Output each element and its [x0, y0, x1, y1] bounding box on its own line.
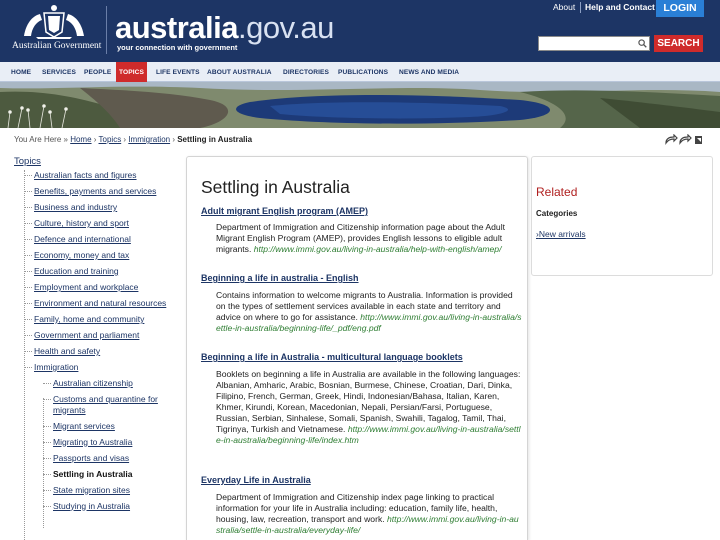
site-header	[0, 0, 720, 62]
related-categories-label: Categories	[536, 209, 578, 218]
sidebar-item-facts-figures[interactable]: Australian facts and figures	[14, 170, 184, 181]
entry-text-beginning-english: Contains information to welcome migrants to Australia. Information is provided on the types of settlement services available in each state and territory and advice on where to go for assistance.	[216, 290, 513, 322]
nav-people[interactable]: PEOPLE	[84, 69, 112, 76]
sidebar-subitem-citizenship[interactable]: Australian citizenship	[14, 378, 184, 389]
entry-url-multicultural-booklets[interactable]: http://www.immi.gov.au/living-in-australia/settle-in-australia/beginning-life/index.htm	[216, 424, 521, 445]
breadcrumb-prefix: You Are Here »	[14, 135, 68, 144]
bookmark-icon[interactable]	[680, 135, 691, 143]
main-content	[186, 156, 528, 540]
entry-url-beginning-english[interactable]: http://www.immi.gov.au/living-in-australia/settle-in-australia/beginning-life/_pdf/eng.pdf	[216, 312, 522, 333]
sidebar-subitem-migrating[interactable]: Migrating to Australia	[14, 437, 184, 448]
coat-of-arms-icon	[14, 4, 94, 40]
nav-life-events[interactable]: LIFE EVENTS	[156, 69, 200, 76]
about-link[interactable]: About	[553, 2, 576, 12]
site-name: australia	[115, 10, 239, 45]
entry-title-multicultural-booklets[interactable]: Beginning a life in Australia - multicultural language booklets	[201, 352, 463, 362]
site-domain: .gov.au	[238, 10, 334, 45]
page-tools	[664, 134, 704, 146]
entry-url-amep[interactable]: http://www.immi.gov.au/living-in-australia/help-with-english/amep/	[253, 244, 502, 254]
entry-text-everyday-life: Department of Immigration and Citizenship index page linking to practical information for your life in Australia including: education, family life, health, housing, law, recreation, transport and work.	[216, 492, 498, 524]
share-icon[interactable]	[666, 135, 677, 143]
nav-home[interactable]: HOME	[11, 69, 32, 76]
related-panel	[531, 156, 713, 276]
sidebar-title-topics[interactable]: Topics	[14, 156, 41, 167]
related-link-text: New arrivals	[538, 229, 586, 239]
help-contact-link[interactable]: Help and Contact	[585, 2, 655, 12]
related-title: Related	[536, 185, 578, 199]
entry-desc-multicultural-booklets	[216, 369, 522, 446]
sidebar-item-health[interactable]: Health and safety	[14, 346, 184, 357]
search-icon	[638, 39, 647, 48]
entry-text-multicultural-booklets: Booklets on beginning a life in Australia are available in the following languages: Albanian, Amharic, Arabic, Bosnian, Burmese, Chinese, Croatian, Dari, Dinka, Filipino, French, German, Greek, Hindi, Indonesian/Bahasa, Italian, Karen, Khmer, Kirundi, Korean, Macedonian, Nepali, Persian/Farsi, Portuguese, Russian, Serbian, Sinhalese, Somali, Spanish, Swahili, Tagalog, Tamil, Thai, Tigrinya, Turkish and Vietnamese.	[216, 369, 521, 434]
sidebar-item-environment[interactable]: Environment and natural resources	[14, 298, 184, 309]
sidebar-subitem-settling: Settling in Australia	[14, 469, 184, 480]
entry-desc-everyday-life	[216, 492, 522, 536]
main-navigation	[0, 62, 720, 82]
sidebar-subitem-studying[interactable]: Studying in Australia	[14, 501, 184, 512]
sidebar-item-employment[interactable]: Employment and workplace	[14, 282, 184, 293]
breadcrumb-topics[interactable]: Topics	[98, 135, 122, 144]
site-logo[interactable]	[115, 12, 334, 43]
nav-services[interactable]: SERVICES	[42, 69, 77, 76]
breadcrumb-home[interactable]: Home	[70, 135, 92, 144]
sidebar-item-government[interactable]: Government and parliament	[14, 330, 184, 341]
entry-title-beginning-english[interactable]: Beginning a life in australia - English	[201, 273, 359, 283]
breadcrumb-immigration[interactable]: Immigration	[128, 135, 171, 144]
sidebar-item-immigration[interactable]: Immigration	[14, 362, 184, 373]
sidebar-item-economy[interactable]: Economy, money and tax	[14, 250, 184, 261]
sidebar-subitem-customs[interactable]: Customs and quarantine for migrants	[14, 394, 184, 415]
print-icon[interactable]	[695, 136, 702, 144]
sidebar-subitem-migrant-services[interactable]: Migrant services	[14, 421, 184, 432]
search-input[interactable]	[538, 36, 650, 51]
nav-about-australia[interactable]: ABOUT AUSTRALIA	[207, 69, 272, 76]
breadcrumb: You Are Here » Home › Topics › Immigration › Settling in Australia	[14, 135, 253, 144]
entry-title-everyday-life[interactable]: Everyday Life in Australia	[201, 475, 311, 485]
sidebar-item-culture[interactable]: Culture, history and sport	[14, 218, 184, 229]
sidebar-item-business[interactable]: Business and industry	[14, 202, 184, 213]
sidebar-item-education[interactable]: Education and training	[14, 266, 184, 277]
breadcrumb-current: Settling in Australia	[177, 135, 253, 144]
logo-divider	[106, 6, 107, 54]
page-title: Settling in Australia	[201, 177, 350, 197]
entry-text-amep: Department of Immigration and Citizenship information page about the Adult Migrant English Program (AMEP), provides English lessons to eligible adult migrants.	[216, 222, 506, 254]
entry-url-everyday-life[interactable]: http://www.immi.gov.au/living-in-australia/settle-in-australia/everyday-life/	[216, 514, 519, 535]
government-name: Australian Government	[12, 41, 102, 51]
entry-desc-amep	[216, 222, 522, 255]
entry-desc-beginning-english	[216, 290, 522, 334]
sidebar-subitem-state-migration[interactable]: State migration sites	[14, 485, 184, 496]
topics-sidebar	[14, 156, 184, 517]
login-button[interactable]: LOGIN	[656, 0, 704, 17]
banner-image	[0, 82, 720, 128]
sidebar-item-family[interactable]: Family, home and community	[14, 314, 184, 325]
sidebar-item-benefits[interactable]: Benefits, payments and services	[14, 186, 184, 197]
nav-news-and-media[interactable]: NEWS AND MEDIA	[399, 69, 460, 76]
nav-publications[interactable]: PUBLICATIONS	[338, 69, 389, 76]
sidebar-subtree-line	[43, 398, 44, 528]
sidebar-subitem-passports[interactable]: Passports and visas	[14, 453, 184, 464]
site-tagline: your connection with government	[117, 43, 238, 52]
nav-directories[interactable]: DIRECTORIES	[283, 69, 330, 76]
sidebar-item-defence[interactable]: Defence and international	[14, 234, 184, 245]
utility-divider	[580, 2, 581, 13]
search-button[interactable]: SEARCH	[654, 35, 703, 52]
entry-title-amep[interactable]: Adult migrant English program (AMEP)	[201, 206, 369, 216]
nav-topics[interactable]: TOPICS	[116, 62, 147, 82]
related-link-new-arrivals[interactable]: ›New arrivals	[536, 229, 586, 239]
sidebar-list	[14, 170, 184, 511]
